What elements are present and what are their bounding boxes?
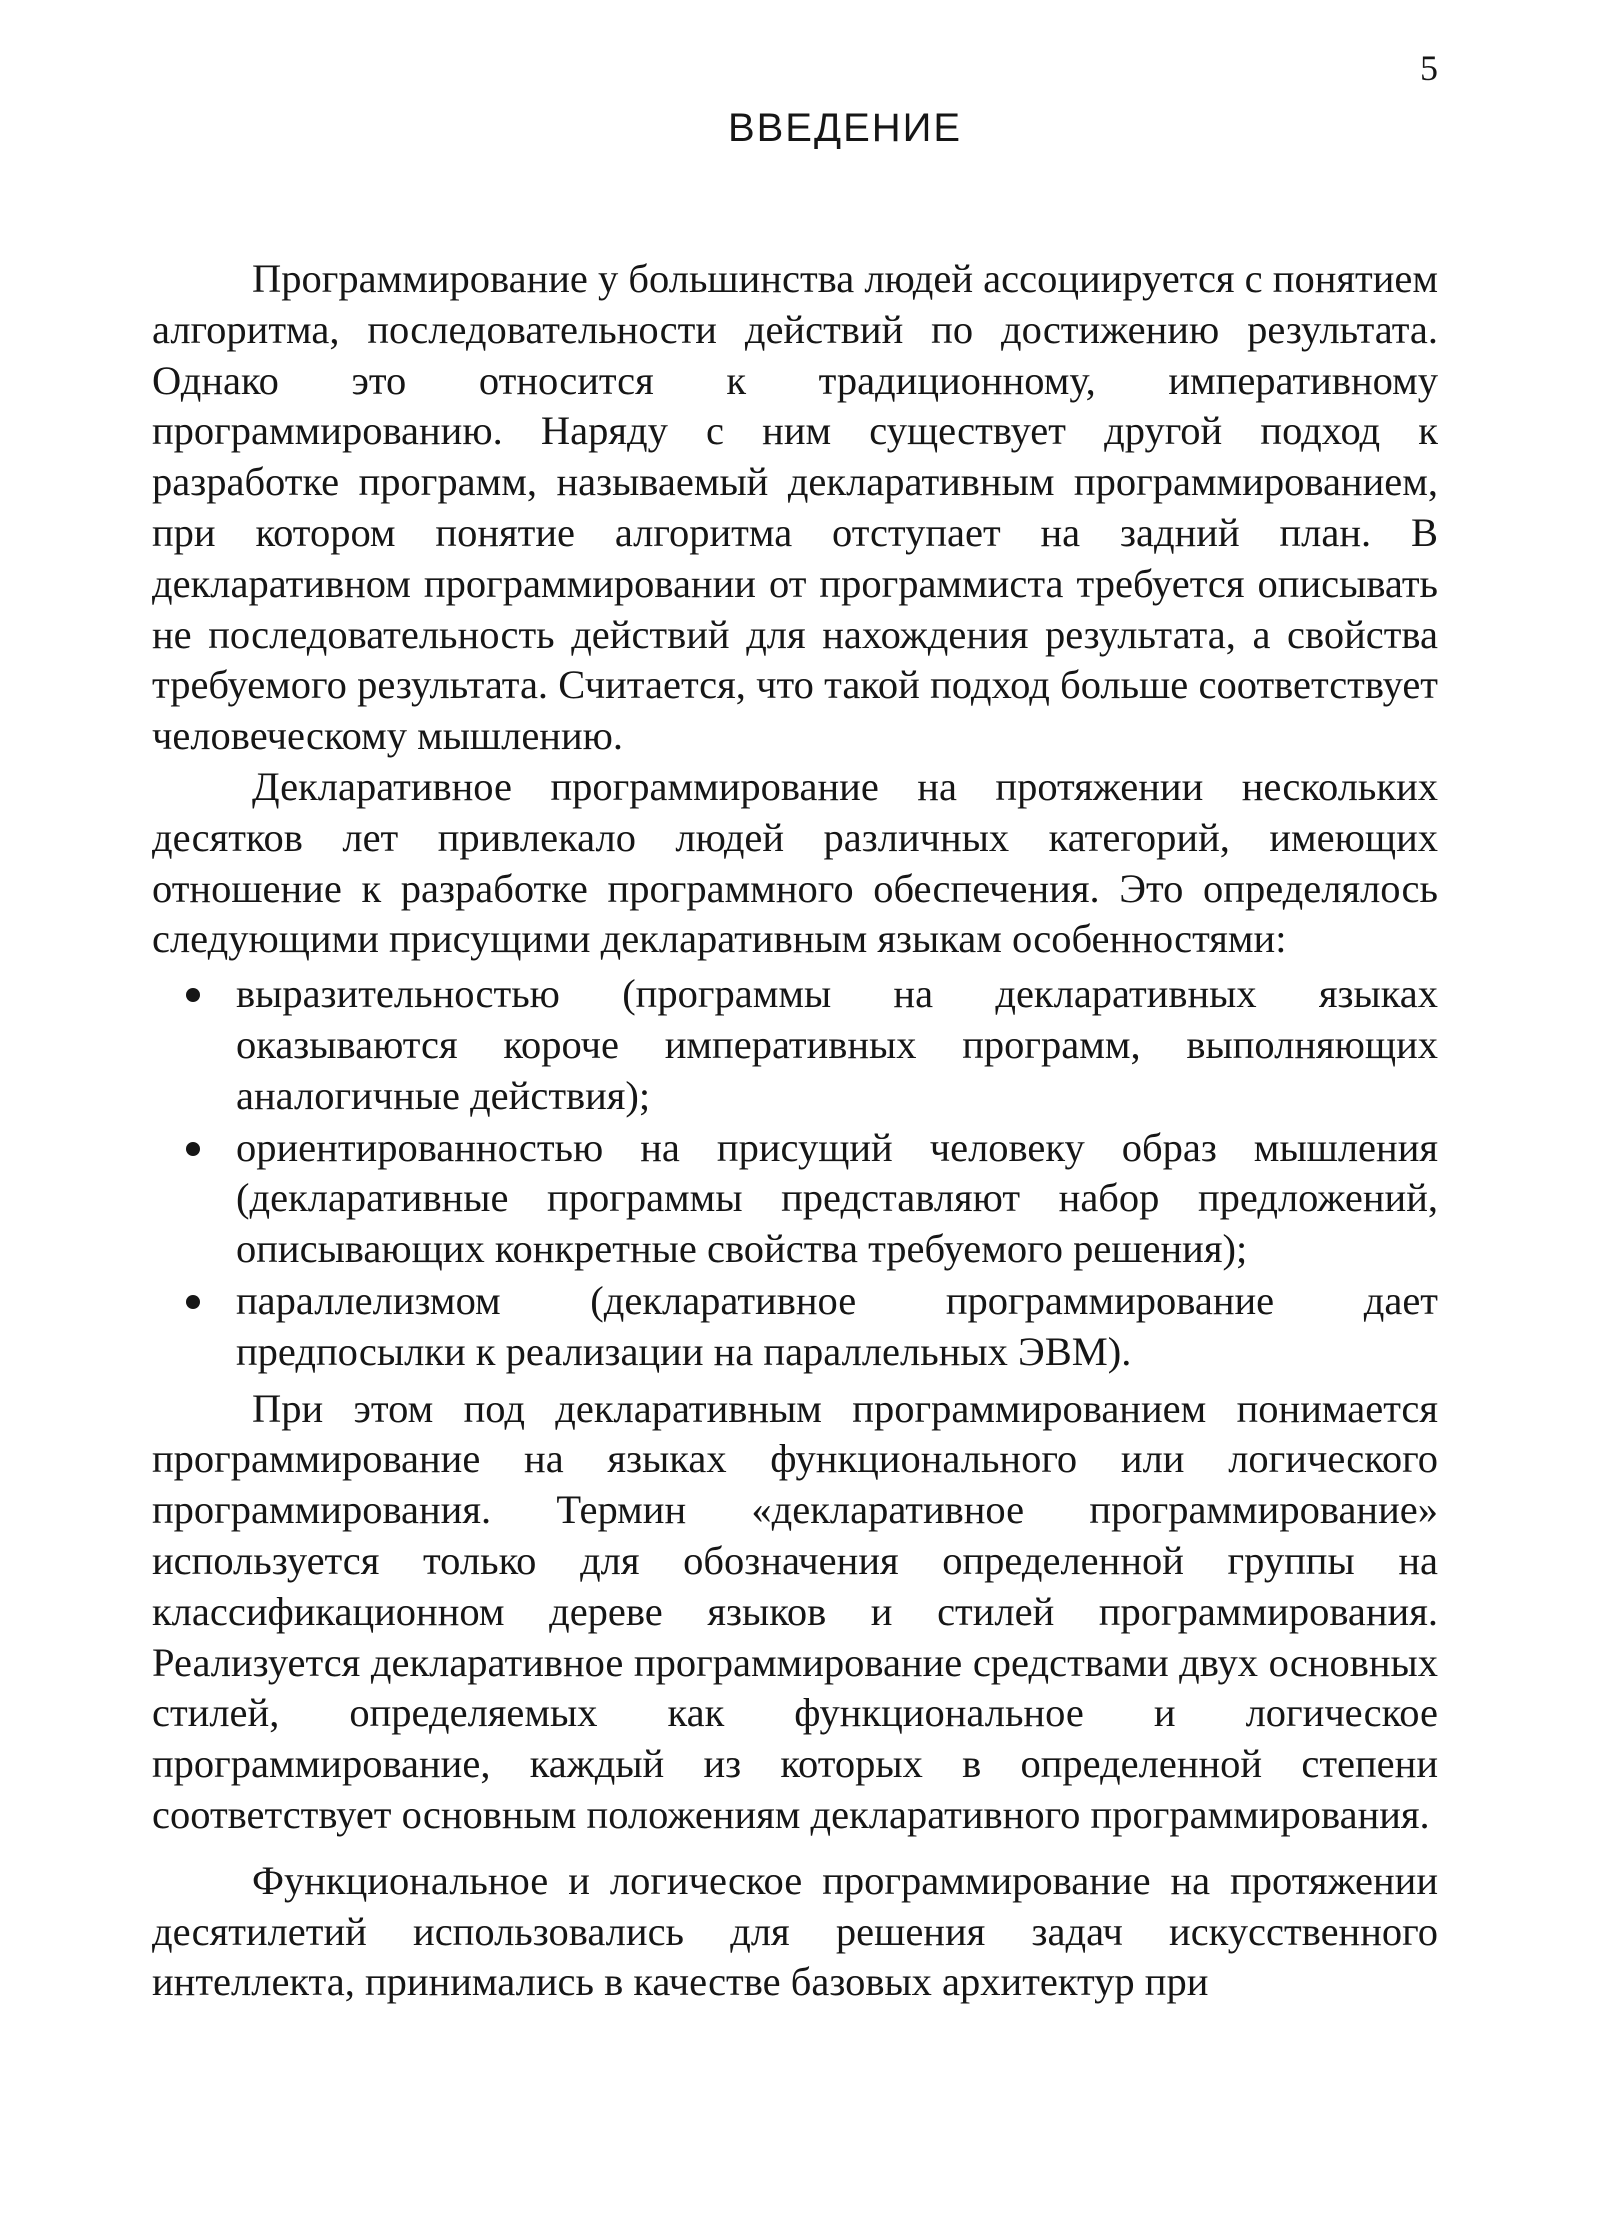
body-text <box>152 254 1438 2008</box>
bullet-icon <box>186 988 200 1002</box>
page-title: ВВЕДЕНИЕ <box>727 106 963 150</box>
list-item <box>152 969 1438 1121</box>
bullet-icon <box>186 1142 200 1156</box>
list-item <box>152 1123 1438 1275</box>
paragraph-2: Декларативное программирование на протяжении нескольких десятков лет привлекало людей различных категорий, имеющих отношение к разработке программного обеспечения. Это определялось следующими присущими декларативным языкам особенностями: <box>152 763 1438 962</box>
list-item-text: параллелизмом (декларативное программирование дает предпосылки к реализации на параллельных ЭВМ). <box>236 1277 1438 1374</box>
features-list <box>152 969 1438 1377</box>
list-item-text: ориентированностью на присущий человеку образ мышления (декларативные программы представляют набор предложений, описывающих конкретные свойства требуемого решения); <box>236 1124 1438 1272</box>
page-number: 5 <box>1420 48 1438 88</box>
paragraph-4: Функциональное и логическое программирование на протяжении десятилетий использовались для решения задач искусственного интеллекта, принимались в качестве базовых архитектур при <box>152 1857 1438 2005</box>
bullet-icon <box>186 1295 200 1309</box>
paragraph-3: При этом под декларативным программированием понимается программирование на языках функционального или логического программирования. Термин «декларативное программирование» используется только для обозначения определенной группы на классификационном дереве языков и стилей программирования. Реализуется декларативное программирование средствами двух основных стилей, определяемых как функциональное и логическое программирование, каждый из которых в определенной степени соответствует основным положениям декларативного программирования. <box>152 1385 1438 1837</box>
list-item-text: выразительностью (программы на декларативных языках оказываются короче императивных программ, выполняющих аналогичные действия); <box>236 971 1438 1118</box>
list-item <box>152 1276 1438 1378</box>
paragraph-1: Программирование у большинства людей ассоциируется с понятием алгоритма, последовательности действий по достижению результата. Однако это относится к традиционному, императивному программированию. Наряду с ним существует другой подход к разработке программ, называемый декларативным программированием, при котором понятие алгоритма отступает на задний план. В декларативном программировании от программиста требуется описывать не последовательность действий для нахождения результата, а свойства требуемого результата. Считается, что такой подход больше соответствует человеческому мышлению. <box>152 256 1438 759</box>
